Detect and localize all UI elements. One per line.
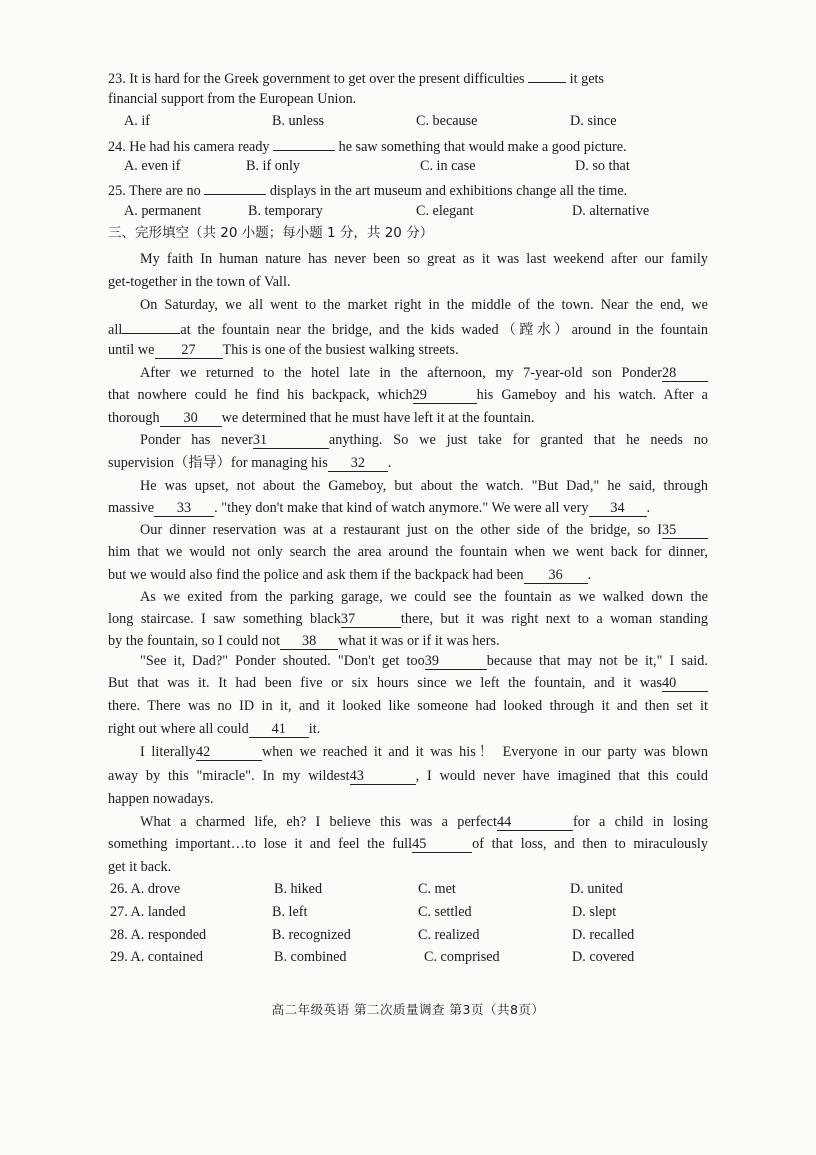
passage-p3-line2 [108,385,708,405]
passage-p10-line1 [140,812,708,832]
passage-p5-line2 [108,498,708,518]
q25-text-a: 25. There are no [108,183,201,199]
text: until we [108,342,155,358]
text: I literally [140,744,196,760]
blank-39: 39 [425,653,487,670]
text: supervision（指导）for managing his [108,455,328,471]
blank-30: 30 [160,410,222,427]
passage-p9-line3: happen nowadays. [108,791,214,807]
q27-option-d: D. slept [572,904,617,920]
text: . "they don't make that kind of watch anymore." We were all very [214,500,589,516]
text: we determined that he must have left it at the fountain. [221,410,535,426]
text: for a child in losing [573,814,708,830]
q23-option-c: C. because [416,113,478,129]
blank-28: 28 [662,365,708,382]
page-footer: 高二年级英语 第二次质量调查 第3页（共8页） [271,1002,545,1017]
passage-p6-line1 [140,520,708,540]
passage-p8-line1 [140,651,708,671]
blank-42: 42 [196,744,262,761]
q23-option-a: A. if [124,113,151,129]
q29-option-c: C. comprised [424,949,500,965]
text: by the fountain, so I could not [108,633,281,649]
q26-option-d: D. united [570,881,623,897]
q25-option-b: B. temporary [248,203,323,219]
passage-p2-line3 [108,340,708,360]
text: "See it, Dad?" Ponder shouted. "Don't get too [140,653,425,669]
blank-40: 40 [662,675,708,692]
text: that nowhere could he find his backpack, which [108,387,413,403]
text: something important…to lose it and feel the full [108,836,413,852]
text: This is one of the busiest walking streets. [222,342,459,358]
text: massive [108,500,155,516]
text: , I would never have imagined that this could [415,768,708,784]
question-23-line2: financial support from the European Union. [108,91,357,107]
blank-32: 32 [328,455,388,472]
text: because that may not be it," I said. [486,653,708,669]
question-23-line1 [108,66,708,89]
passage-p5-line1: He was upset, not about the Gameboy, but about the watch. "But Dad," he said, through [140,478,708,494]
blank-36: 36 [524,567,588,584]
text: his Gameboy and his watch. After a [476,387,708,403]
passage-p1-line2: get-together in the town of Vall. [108,274,291,290]
text: away by this "miracle". In my wildest [108,768,350,784]
text: long staircase. I saw something black [108,611,341,627]
q23-option-b: B. unless [272,113,325,129]
q25-text-b: displays in the art museum and exhibitions change all the time. [269,183,628,199]
text: . [387,455,392,471]
text: at the fountain near the bridge, and the kids waded（蹚水）around in the fountain [180,322,708,338]
passage-p7-line3 [108,631,708,651]
text: right out where all could [108,721,249,737]
blank-37: 37 [341,611,401,628]
question-25 [108,178,708,201]
q28-option-b: B. recognized [272,927,351,943]
q28-option-d: D. recalled [572,927,635,943]
passage-p6-line3 [108,565,708,585]
blank-34: 34 [589,500,647,517]
passage-p10-line3: get it back. [108,859,172,875]
text: it. [308,721,321,737]
text: when we reached it and it was his！ Everyone in our party was blown [261,744,708,760]
passage-p8-line2 [108,673,708,693]
blank-43: 43 [350,768,416,785]
q24-option-b: B. if only [246,158,300,174]
q29-option-b: B. combined [274,949,347,965]
q25-blank [204,178,266,195]
passage-p7-line1: As we exited from the parking garage, we could see the fountain as we walked down the [140,589,708,605]
q26-option-b: B. hiked [274,881,323,897]
text: all [108,322,123,338]
blank-38: 38 [280,633,338,650]
passage-p2-line2 [108,317,708,340]
q25-option-a: A. permanent [124,203,202,219]
q28-option-a: 28. A. responded [110,927,207,943]
q25-option-c: C. elegant [416,203,474,219]
q24-option-a: A. even if [124,158,181,174]
text: . [587,567,592,583]
text: . [646,500,651,516]
section-title: 三、完形填空（共 20 小题；每小题 1 分，共 20 分） [108,225,434,241]
text: but we would also find the police and ask them if the backpack had been [108,567,524,583]
q23-option-d: D. since [570,113,617,129]
text: anything. So we just take for granted that he needs no [328,432,708,448]
blank-33: 33 [154,500,214,517]
q25-option-d: D. alternative [572,203,650,219]
q24-option-d: D. so that [575,158,630,174]
blank-29: 29 [413,387,477,404]
text: But that was it. It had been five or six hours since we left the fountain, and it was [108,675,662,691]
text: thorough [108,410,160,426]
q23-text-a: 23. It is hard for the Greek government to get over the present difficulties [108,71,525,87]
q29-option-a: 29. A. contained [110,949,203,965]
text: What a charmed life, eh? I believe this was a perfect [140,814,498,830]
q23-text-b: it gets [569,71,604,87]
text: what it was or if it was hers. [338,633,500,649]
blank-27: 27 [155,342,223,359]
passage-p8-line4 [108,719,708,739]
passage-p3-line3 [108,408,708,428]
text: Our dinner reservation was at a restaurant just on the other side of the bridge, so I [140,522,662,538]
passage-p4-line1 [140,430,708,450]
passage-p3-line1 [140,363,708,383]
q26-option-c: C. met [418,881,456,897]
blank-41: 41 [249,721,309,738]
q29-option-d: D. covered [572,949,635,965]
q27-option-a: 27. A. landed [110,904,186,920]
q23-blank [528,66,566,83]
question-24 [108,134,708,157]
q24-option-c: C. in case [420,158,476,174]
q27-option-c: C. settled [418,904,472,920]
blank-26 [122,317,180,334]
q24-text-a: 24. He had his camera ready [108,139,270,155]
passage-p7-line2 [108,609,708,629]
q24-blank [273,134,335,151]
passage-p9-line2 [108,766,708,786]
blank-35: 35 [662,522,708,539]
passage-p9-line1 [140,742,708,762]
text: Ponder has never [140,432,253,448]
text: there, but it was right next to a woman standing [400,611,708,627]
passage-p4-line2 [108,453,708,473]
q28-option-c: C. realized [418,927,480,943]
blank-31: 31 [253,432,329,449]
blank-44: 44 [497,814,573,831]
text: of that loss, and then to miraculously [472,836,708,852]
text: After we returned to the hotel late in the afternoon, my 7-year-old son Ponder [140,365,662,381]
passage-p10-line2 [108,834,708,854]
passage-p2-line1: On Saturday, we all went to the market right in the middle of the town. Near the end, we [140,297,708,313]
blank-45: 45 [412,836,472,853]
q26-option-a: 26. A. drove [110,881,181,897]
passage-p8-line3: there. There was no ID in it, and it looked like someone had looked through it and then set it [108,698,708,714]
q24-text-b: he saw something that would make a good picture. [338,139,627,155]
passage-p1-line1: My faith In human nature has never been so great as it was last weekend after our family [140,251,708,267]
passage-p6-line2: him that we would not only search the area around the fountain when we went back for dinner, [108,544,708,560]
q27-option-b: B. left [272,904,308,920]
